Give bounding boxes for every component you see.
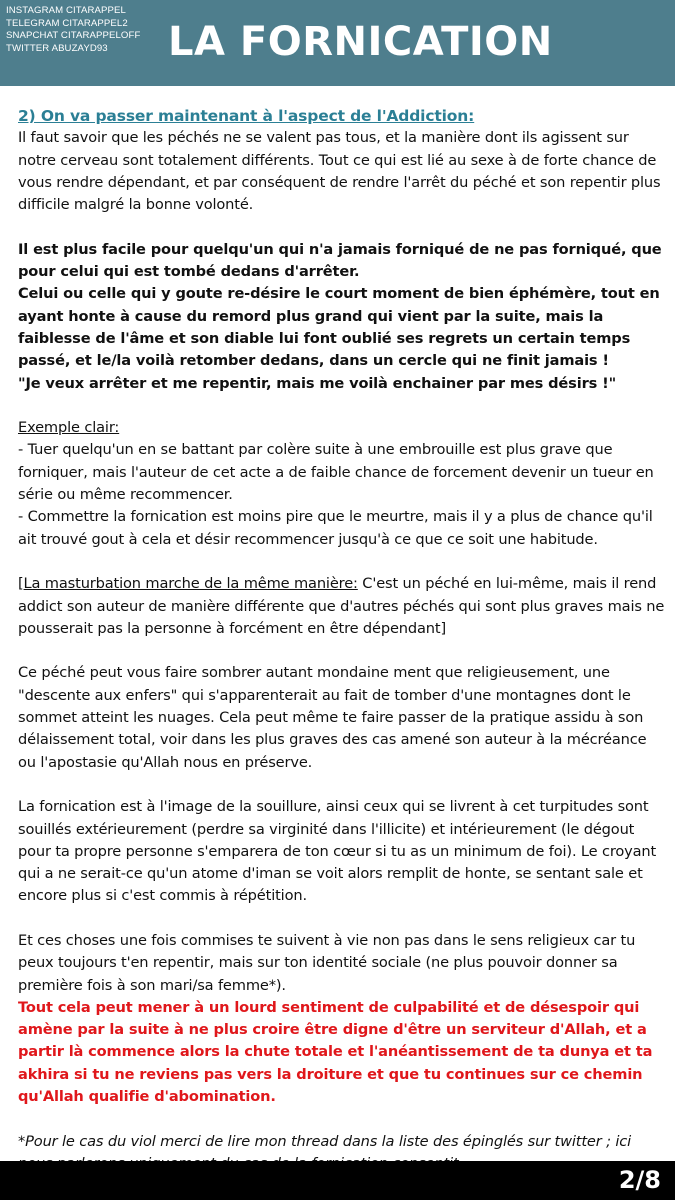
social-twitter: TWITTER ABUZAYD93 xyxy=(6,42,108,54)
article-body xyxy=(18,105,666,1175)
social-snapchat: SNAPCHAT CITARAPPELOFF xyxy=(6,30,141,41)
descent-paragraph: Ce péché peut vous faire sombrer autant mondaine ment que religieusement, une "descente aux enfers" qui s'apparenterait au fait de tomber d'une montagnes dont le sommet atteint les nuages. Cela peut même te faire passer de la pratique assidu à son délaissement total, voir dans les plus graves des cas amené son auteur à la mécréance ou l'apostasie qu'Allah nous en préserve. xyxy=(18,664,647,771)
social-telegram: TELEGRAM CITARAPPEL2 xyxy=(6,17,128,29)
footnote: *Pour le cas du viol merci de lire mon thread dans la liste des épinglés sur twitter ; ici xyxy=(18,1132,632,1150)
masturbation-paragraph: [La masturbation marche de la même manière: C'est un péché en lui-même, mais il rend addict son auteur de manière différente que d'autres péchés qui sont plus graves mais ne pousserait pas la personne à forcément en être dépendant] xyxy=(18,575,665,637)
example-item: - Tuer quelqu'un en se battant par colère suite à une embrouille est plus grave que forniquer, mais l'auteur de cet acte a de faible chance de forcement devenir un tueur en série ou même recommencer. xyxy=(18,441,654,504)
bold-cycle-paragraph: Celui ou celle qui y goute re-désire le court moment de bien éphémère, tout en ayant honte à cause du remord plus grand qui vient par la suite, mais la faiblesse de l'âme et son diable lui font oublié ses regrets un certain temps passé, et le/la voilà retomber dedans, dans un cercle qui ne finit jamais ! xyxy=(18,285,660,370)
souillure-paragraph: La fornication est à l'image de la souillure, ainsi ceux qui se livrent à cet turpitudes sont souillés extérieurement (perdre sa virginité dans l'illicite) et intérieurement (le dégout pour ta propre personne s'emparera de ton cœur si tu as un minimum de foi). Le croyant qui a ne serait-ce qu'un atome d'iman se voit alors remplit de honte, se sentant sale et encore plus si c'est commis à répétition. xyxy=(18,798,657,905)
footer-bar xyxy=(0,1161,675,1200)
page-number: 2/8 xyxy=(618,1166,661,1194)
identity-paragraph: Et ces choses une fois commises te suivent à vie non pas dans le sens religieux car tu peux toujours t'en repentir, mais sur ton identité sociale (ne plus pouvoir donner sa première fois à son mari/sa femme*). xyxy=(18,931,636,994)
warning-paragraph: Tout cela peut mener à un lourd sentiment de culpabilité et de désespoir qui amène par la suite à ne plus croire être digne d'être un serviteur d'Allah, et a partir là commence alors la chute totale et l'anéantissement de ta dunya et ta akhira si tu ne reviens pas vers la droiture et que tu continues sur ce chemin qu'Allah qualifie d'abomination. xyxy=(18,998,653,1106)
section-title: 2) On va passer maintenant à l'aspect de l'Addiction: xyxy=(18,107,475,125)
intro-paragraph: Il faut savoir que les péchés ne se valent pas tous, et la manière dont ils agissent sur notre cerveau sont totalement différents. Tout ce qui est lié au sexe à de forte chance de vous rendre dépendant, et par conséquent de rendre l'arrêt du péché et son repentir plus difficile malgré la bonne volonté. xyxy=(18,129,661,214)
social-handles xyxy=(6,5,140,55)
example-item: - Commettre la fornication est moins pire que le meurtre, mais il y a plus de chance qu'il ait trouvé gout à cela et désir recommencer jusqu'à ce que ce soit une habitude. xyxy=(18,508,653,548)
page-title: LA FORNICATION xyxy=(168,19,553,65)
bold-quote: "Je veux arrêter et me repentir, mais me voilà enchainer par mes désirs !" xyxy=(18,374,617,392)
example-label: Exemple clair: xyxy=(18,419,120,437)
bold-statement: Il est plus facile pour quelqu'un qui n'a jamais forniqué de ne pas forniqué, que pour celui qui est tombé dedans d'arrêter. xyxy=(18,240,662,281)
social-instagram: INSTAGRAM CITARAPPEL xyxy=(6,5,126,16)
header-banner xyxy=(0,0,675,86)
masturbation-label: La masturbation marche de la même manière: xyxy=(23,575,358,593)
